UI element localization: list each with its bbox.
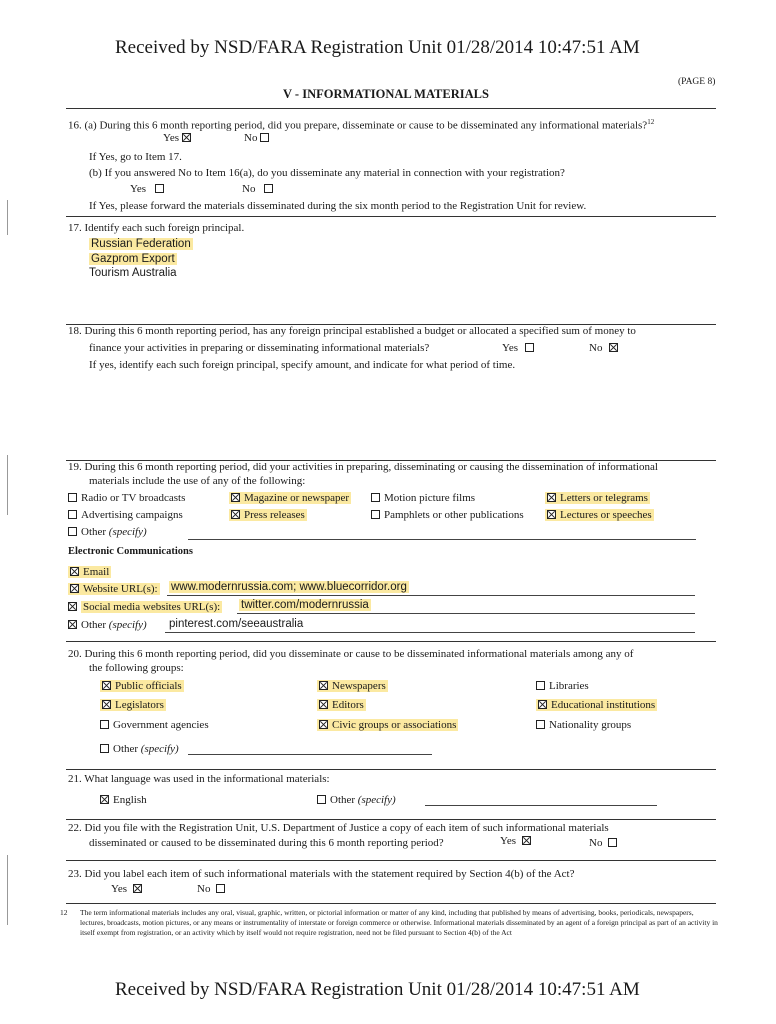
q20-group-government[interactable]: Government agencies <box>100 719 209 732</box>
q16b-question: (b) If you answered No to Item 16(a), do you disseminate any material in connection with your registration? <box>89 167 565 179</box>
q23-question: 23. Did you label each item of such informational materials with the statement required by Section 4(b) of the Act? <box>68 868 575 880</box>
q19-other-electronic-blank <box>165 632 695 633</box>
checkbox[interactable] <box>319 720 328 729</box>
q20-question-line2: the following groups: <box>89 662 184 674</box>
q16a-no-option[interactable]: No <box>244 132 273 145</box>
q18-no-option[interactable]: No <box>589 342 622 355</box>
checkbox[interactable] <box>547 493 556 502</box>
q23-no-checkbox[interactable] <box>216 884 225 893</box>
checkbox[interactable] <box>100 720 109 729</box>
q20-group-libraries[interactable]: Libraries <box>536 680 589 693</box>
q16b-yes-checkbox[interactable] <box>155 184 164 193</box>
q18-question-line2: finance your activities in preparing or disseminating informational materials? <box>89 342 430 354</box>
q16-goto-instruction: If Yes, go to Item 17. <box>89 151 182 163</box>
q19-question-line1: 19. During this 6 month reporting period, did your activities in preparing, disseminating or causing the dissemination of informational <box>68 461 658 473</box>
q22-yes-option[interactable]: Yes <box>500 835 535 848</box>
electronic-communications-heading: Electronic Communications <box>68 546 193 557</box>
q20-question-line1: 20. During this 6 month reporting period, did you disseminate or cause to be disseminated informational materials among any of <box>68 648 634 660</box>
q20-group-educational[interactable]: Educational institutions <box>536 699 657 712</box>
checkbox[interactable] <box>102 700 111 709</box>
q16a-question: 16. (a) During this 6 month reporting period, did you prepare, disseminate or cause to be disseminated any informational materials?$^{12}$ <box>68 118 655 132</box>
q23-yes-checkbox[interactable] <box>133 884 142 893</box>
q20-group-editors[interactable]: Editors <box>317 699 366 712</box>
q19-other-electronic-value: pinterest.com/seeaustralia <box>169 618 304 630</box>
q19-option-email[interactable]: Email <box>68 566 111 579</box>
checkbox[interactable] <box>100 744 109 753</box>
q19-option-advertising[interactable]: Advertising campaigns <box>68 509 183 522</box>
footnote-text: The term informational materials includes any oral, visual, graphic, written, or pictorial information or matter of any kind, including that published by means of advertising, books, periodicals, newspapers, lectures, broadcasts, motion pictures, or any means or instrumentality of interstate or foreign commerce or otherwise. Informational materials disseminated by an agent of a foreign principal as part of an activity in itself exempt from registration, or an activity which by itself would not require registration, need not be filed pursuant to Section 4(b) of the Act <box>80 908 718 937</box>
checkbox[interactable] <box>70 567 79 576</box>
q19-option-letters[interactable]: Letters or telegrams <box>545 492 650 505</box>
q20-group-legislators[interactable]: Legislators <box>100 699 166 712</box>
q20-group-newspapers[interactable]: Newspapers <box>317 680 388 693</box>
q16-forward-instruction: If Yes, please forward the materials disseminated during the six month period to the Registration Unit for review. <box>89 200 587 212</box>
divider <box>66 903 716 904</box>
q17-question: 17. Identify each such foreign principal. <box>68 222 245 234</box>
checkbox[interactable] <box>231 493 240 502</box>
divider <box>66 860 716 861</box>
checkbox[interactable] <box>536 681 545 690</box>
checkbox[interactable] <box>547 510 556 519</box>
q20-other-blank[interactable] <box>188 754 432 755</box>
q16b-yes-option[interactable]: Yes <box>130 183 168 196</box>
q20-group-public-officials[interactable]: Public officials <box>100 680 184 693</box>
q19-social-blank <box>237 613 695 614</box>
q19-social-media-value: twitter.com/modernrussia <box>241 599 369 611</box>
checkbox[interactable] <box>102 681 111 690</box>
q18-question-line1: 18. During this 6 month reporting period, has any foreign principal established a budget or allocated a specified sum of money to <box>68 325 636 337</box>
q20-group-civic[interactable]: Civic groups or associations <box>317 719 458 732</box>
divider <box>66 819 716 820</box>
q21-question: 21. What language was used in the informational materials: <box>68 773 330 785</box>
q19-option-press-releases[interactable]: Press releases <box>229 509 307 522</box>
q16b-no-checkbox[interactable] <box>264 184 273 193</box>
footnote-number: 12 <box>60 908 68 917</box>
q19-question-line2: materials include the use of any of the following: <box>89 475 306 487</box>
checkbox[interactable] <box>100 795 109 804</box>
divider <box>66 769 716 770</box>
checkbox[interactable] <box>319 681 328 690</box>
section-title: V - INFORMATIONAL MATERIALS <box>283 87 489 101</box>
scan-margin-mark <box>7 455 8 515</box>
q16a-yes-checkbox[interactable] <box>182 133 191 142</box>
q22-no-option[interactable]: No <box>589 837 621 850</box>
checkbox[interactable] <box>68 527 77 536</box>
divider <box>66 108 716 109</box>
q18-no-checkbox[interactable] <box>609 343 618 352</box>
scan-margin-mark <box>7 855 8 925</box>
header-received-stamp: Received by NSD/FARA Registration Unit 01/28/2014 10:47:51 AM <box>115 37 640 58</box>
q17-principal-1: Russian Federation <box>91 238 191 250</box>
q16b-no-option[interactable]: No <box>242 183 277 196</box>
checkbox[interactable] <box>68 620 77 629</box>
q19-option-lectures[interactable]: Lectures or speeches <box>545 509 654 522</box>
q19-option-motion-pictures[interactable]: Motion picture films <box>371 492 475 505</box>
q20-group-nationality[interactable]: Nationality groups <box>536 719 631 732</box>
q19-option-other-electronic[interactable]: Other (specify) <box>68 619 147 632</box>
q19-other-blank[interactable] <box>188 539 696 540</box>
q19-option-radio-tv[interactable]: Radio or TV broadcasts <box>68 492 185 505</box>
checkbox[interactable] <box>371 493 380 502</box>
q19-option-social-media[interactable]: Social media websites URL(s): <box>68 601 222 614</box>
q20-group-other[interactable]: Other (specify) <box>100 743 179 756</box>
scan-margin-mark <box>7 200 8 235</box>
checkbox[interactable] <box>68 510 77 519</box>
q19-website-value: www.modernrussia.com; www.bluecorridor.org <box>171 581 407 593</box>
q19-website-blank <box>167 595 695 596</box>
q19-option-website[interactable]: Website URL(s): <box>68 583 160 596</box>
q21-other-option[interactable]: Other (specify) <box>317 794 396 807</box>
q18-instruction: If yes, identify each such foreign principal, specify amount, and indicate for what period of time. <box>89 359 516 371</box>
q22-question-line1: 22. Did you file with the Registration Unit, U.S. Department of Justice a copy of each item of such informational materials <box>68 822 609 834</box>
footer-received-stamp: Received by NSD/FARA Registration Unit 01/28/2014 10:47:51 AM <box>115 979 640 1000</box>
q16a-no-checkbox[interactable] <box>260 133 269 142</box>
q18-yes-option[interactable]: Yes <box>502 342 538 355</box>
checkbox[interactable] <box>231 510 240 519</box>
q21-english-option[interactable]: English <box>100 794 147 807</box>
checkbox[interactable] <box>538 700 547 709</box>
q19-option-other[interactable]: Other (specify) <box>68 526 147 539</box>
checkbox[interactable] <box>317 795 326 804</box>
q23-yes-option[interactable]: Yes <box>111 883 146 896</box>
q21-other-blank[interactable] <box>425 805 657 806</box>
q17-principal-2: Gazprom Export <box>91 253 175 265</box>
q23-no-option[interactable]: No <box>197 883 229 896</box>
q22-question-line2: disseminated or caused to be disseminated during this 6 month reporting period? <box>89 837 444 849</box>
divider <box>66 641 716 642</box>
q18-yes-checkbox[interactable] <box>525 343 534 352</box>
checkbox[interactable] <box>68 602 77 611</box>
q22-no-checkbox[interactable] <box>608 838 617 847</box>
q19-option-pamphlets[interactable]: Pamphlets or other publications <box>371 509 524 522</box>
divider <box>66 216 716 217</box>
checkbox[interactable] <box>68 493 77 502</box>
checkbox[interactable] <box>371 510 380 519</box>
checkbox[interactable] <box>319 700 328 709</box>
q19-option-magazine[interactable]: Magazine or newspaper <box>229 492 351 505</box>
q22-yes-checkbox[interactable] <box>522 836 531 845</box>
page-label: (PAGE 8) <box>678 77 716 87</box>
q16a-yes-option[interactable]: Yes <box>163 132 195 145</box>
checkbox[interactable] <box>536 720 545 729</box>
q17-principal-3: Tourism Australia <box>89 267 177 279</box>
checkbox[interactable] <box>70 584 79 593</box>
